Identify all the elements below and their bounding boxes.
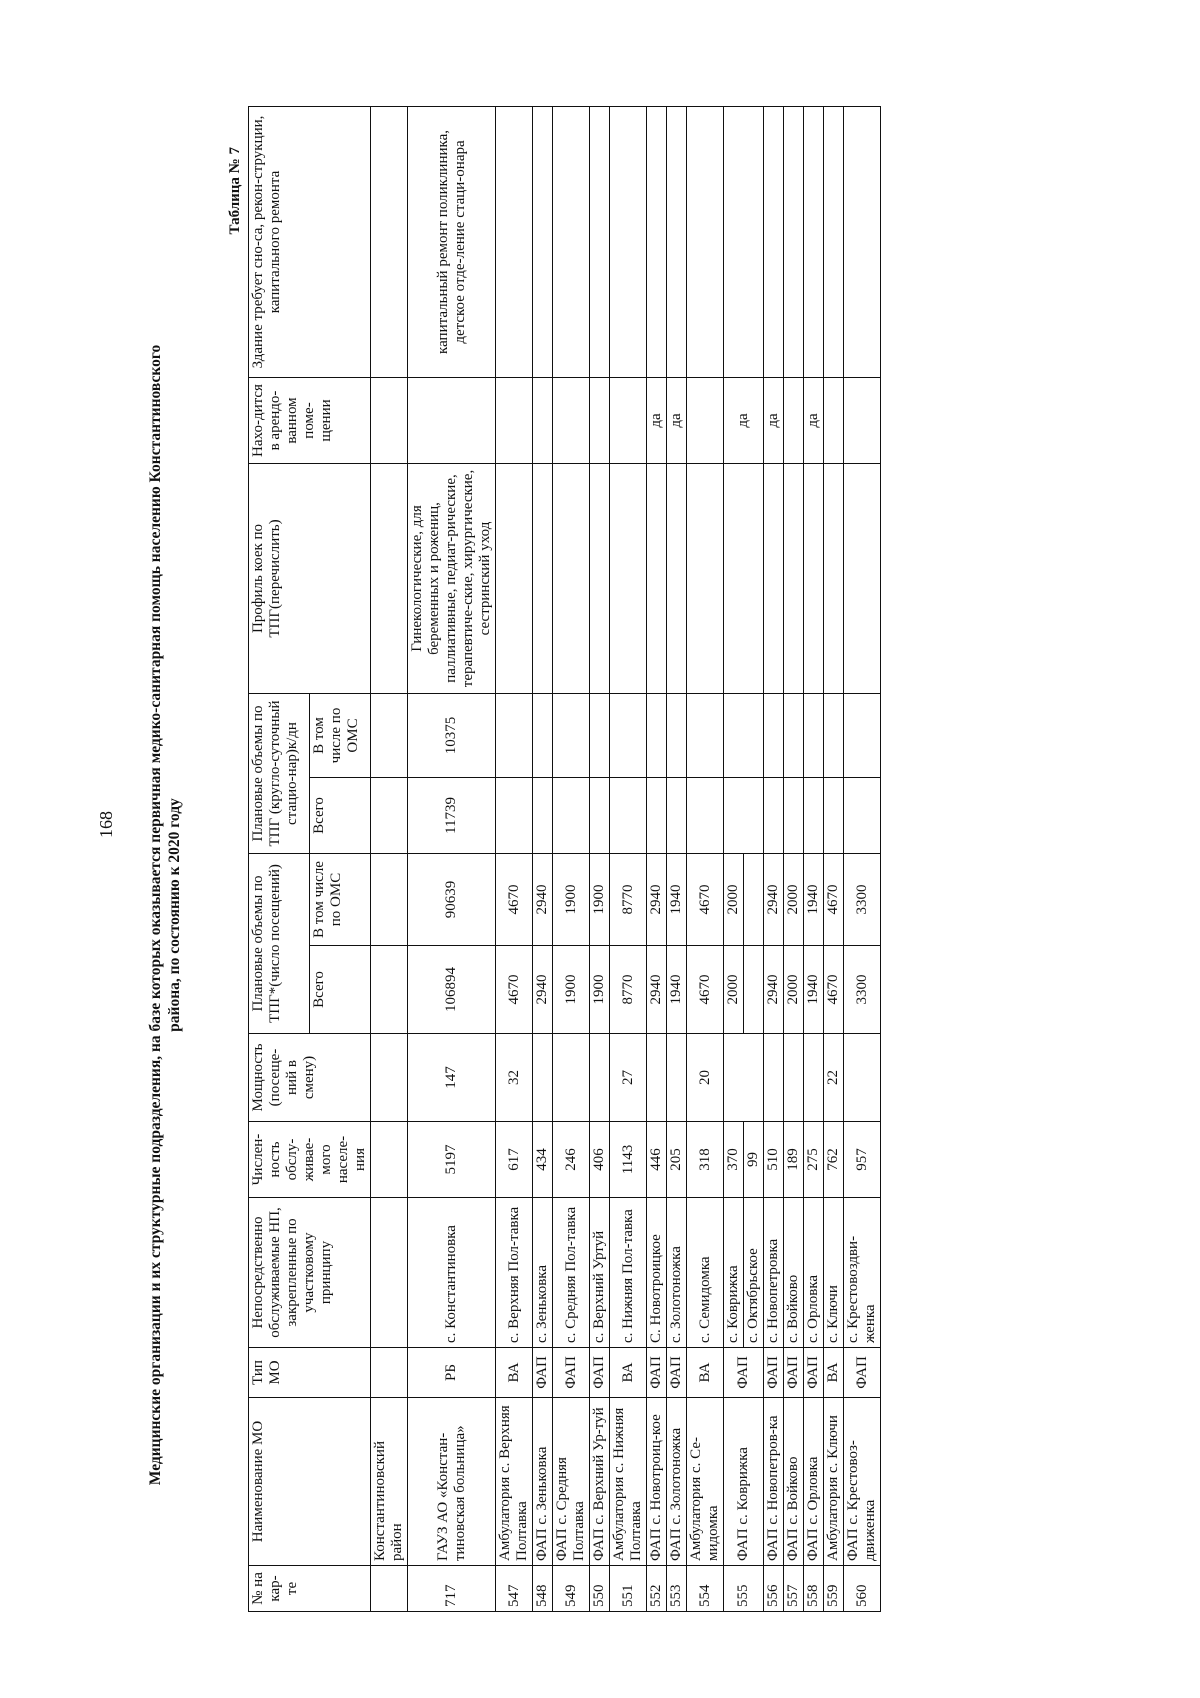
cell-v_oms: [744, 854, 764, 946]
cell-v_oms: 2940: [647, 854, 667, 946]
cell-name: ФАП с. Орловка: [804, 1398, 824, 1566]
cell-building: [824, 107, 844, 378]
cell-rented: [408, 378, 496, 464]
header-settlements: Непосредственно обслуживаемые НП, закрепленные по участковому принципу: [249, 1198, 371, 1348]
cell-building: [764, 107, 784, 378]
header-rented: Нахо-дится в арендо-ванном поме-щении: [249, 378, 371, 464]
cell-v_total: 1940: [804, 946, 824, 1034]
cell-building: [590, 107, 610, 378]
cell-rented: да: [764, 378, 784, 464]
cell-v_oms: 1940: [667, 854, 687, 946]
cell-population: 406: [590, 1122, 610, 1198]
cell-capacity: 27: [610, 1034, 647, 1122]
cell-name: Амбулатория с. Нижняя Полтавка: [610, 1398, 647, 1566]
cell-type: ФАП: [590, 1348, 610, 1398]
cell-type: ФАП: [804, 1348, 824, 1398]
cell-population: 318: [687, 1122, 724, 1198]
cell-h_oms: [610, 694, 647, 778]
document-title: [146, 240, 184, 1590]
cell-name: ФАП с. Средняя Полтавка: [553, 1398, 590, 1566]
cell-building: [610, 107, 647, 378]
cell-population: 275: [804, 1122, 824, 1198]
cell-h_total: 11739: [408, 778, 496, 854]
cell-v_total: 4670: [824, 946, 844, 1034]
cell-capacity: [647, 1034, 667, 1122]
cell-rented: да: [647, 378, 667, 464]
table-row: [784, 107, 804, 1612]
cell-num: 553: [667, 1566, 687, 1612]
cell-name: Амбулатория с. Верхняя Полтавка: [496, 1398, 533, 1566]
cell-v_total: [744, 946, 764, 1034]
table-row: [667, 107, 687, 1612]
cell-population: 957: [844, 1122, 881, 1198]
cell-num: 549: [553, 1566, 590, 1612]
cell-type: ФАП: [724, 1348, 764, 1398]
cell-settlements: с. Коврижка: [724, 1198, 744, 1348]
cell-name: ГАУЗ АО «Констан-тиновская больница»: [408, 1398, 496, 1566]
cell-building: [804, 107, 824, 378]
cell-settlements: С. Новотроицкое: [647, 1198, 667, 1348]
cell-v_total: 3300: [844, 946, 881, 1034]
cell-num: 548: [533, 1566, 553, 1612]
table-row: [647, 107, 667, 1612]
cell-profile: [804, 464, 824, 694]
district-row: [371, 107, 408, 1612]
cell-v_oms: 1940: [804, 854, 824, 946]
cell-rented: [590, 378, 610, 464]
cell-h_oms: [647, 694, 667, 778]
cell-num: 555: [724, 1566, 764, 1612]
cell-v_oms: 2000: [784, 854, 804, 946]
cell-h_oms: [533, 694, 553, 778]
cell-profile: [824, 464, 844, 694]
header-hosp-total: Всего: [310, 778, 371, 854]
cell-num: 559: [824, 1566, 844, 1612]
table-row: [687, 107, 724, 1612]
cell-h_total: [533, 778, 553, 854]
header-visits-oms: В том числе по ОМС: [310, 854, 371, 946]
header-hospital: Плановые объемы по ТПГ (кругло-суточный стацио-нар)к/дн: [249, 694, 310, 854]
cell-building: [687, 107, 724, 378]
cell-rented: да: [667, 378, 687, 464]
cell-name: ФАП с. Зеньковка: [533, 1398, 553, 1566]
cell-profile: Гинекологические, для беременных и рожениц, паллиативные, педиат-рические, терапевтиче-ские, хирургические, сестринский уход: [408, 464, 496, 694]
cell-v_total: 106894: [408, 946, 496, 1034]
cell-h_total: [496, 778, 533, 854]
cell-type: ВА: [496, 1348, 533, 1398]
cell-h_oms: [687, 694, 724, 778]
cell-settlements: с. Войково: [784, 1198, 804, 1348]
cell-profile: [844, 464, 881, 694]
cell-rented: [824, 378, 844, 464]
cell-type: ФАП: [667, 1348, 687, 1398]
cell-capacity: [784, 1034, 804, 1122]
cell-num: 557: [784, 1566, 804, 1612]
cell-capacity: [804, 1034, 824, 1122]
cell-v_oms: 8770: [610, 854, 647, 946]
table-row: [533, 107, 553, 1612]
table-number: Таблица № 7: [227, 147, 243, 235]
cell-name: Амбулатория с. Се-мидомка: [687, 1398, 724, 1566]
cell-rented: да: [804, 378, 824, 464]
cell-name: Амбулатория с. Ключи: [824, 1398, 844, 1566]
cell-h_oms: [824, 694, 844, 778]
cell-settlements: с. Орловка: [804, 1198, 824, 1348]
cell-v_oms: 4670: [496, 854, 533, 946]
cell-capacity: 20: [687, 1034, 724, 1122]
table-row: [496, 107, 533, 1612]
cell-h_total: [687, 778, 724, 854]
cell-h_oms: [804, 694, 824, 778]
district-name: Константиновский район: [371, 1398, 408, 1566]
cell-rented: [533, 378, 553, 464]
cell-building: [784, 107, 804, 378]
cell-v_oms: 4670: [687, 854, 724, 946]
cell-capacity: 32: [496, 1034, 533, 1122]
cell-settlements: с. Ключи: [824, 1198, 844, 1348]
cell-rented: да: [724, 378, 764, 464]
cell-h_total: [824, 778, 844, 854]
cell-settlements: с. Зеньковка: [533, 1198, 553, 1348]
cell-v_total: 1900: [553, 946, 590, 1034]
cell-v_total: 4670: [496, 946, 533, 1034]
header-population: Числен-ность обслу-живае-мого населе-ния: [249, 1122, 371, 1198]
cell-type: ФАП: [764, 1348, 784, 1398]
title-line-1: Медицинские организации и их структурные подразделения, на базе которых оказывается первичная медико-санитарная помощь населению Константиновского: [147, 344, 164, 1486]
cell-v_total: 2940: [533, 946, 553, 1034]
cell-v_total: 2000: [784, 946, 804, 1034]
table-row: [553, 107, 590, 1612]
cell-name: ФАП с. Новопетров-ка: [764, 1398, 784, 1566]
cell-rented: [553, 378, 590, 464]
cell-num: 717: [408, 1566, 496, 1612]
cell-capacity: 147: [408, 1034, 496, 1122]
cell-population: 205: [667, 1122, 687, 1198]
cell-building: [667, 107, 687, 378]
cell-profile: [764, 464, 784, 694]
cell-building: [647, 107, 667, 378]
cell-settlements: с. Нижняя Пол-тавка: [610, 1198, 647, 1348]
cell-h_total: [844, 778, 881, 854]
cell-profile: [784, 464, 804, 694]
cell-v_total: 2940: [647, 946, 667, 1034]
cell-h_oms: 10375: [408, 694, 496, 778]
cell-capacity: [844, 1034, 881, 1122]
table-body: [371, 107, 881, 1612]
table-row: [590, 107, 610, 1612]
cell-settlements: с. Крестовоздви-женка: [844, 1198, 881, 1348]
cell-h_total: [784, 778, 804, 854]
cell-name: ФАП с. Коврижка: [724, 1398, 764, 1566]
cell-type: ВА: [610, 1348, 647, 1398]
table-row: [610, 107, 647, 1612]
cell-h_total: [667, 778, 687, 854]
cell-profile: [667, 464, 687, 694]
cell-profile: [553, 464, 590, 694]
header-name: Наименование МО: [249, 1398, 371, 1566]
cell-capacity: [667, 1034, 687, 1122]
cell-v_total: 2000: [724, 946, 744, 1034]
page-number: 168: [96, 811, 116, 838]
cell-h_total: [647, 778, 667, 854]
cell-capacity: 22: [824, 1034, 844, 1122]
cell-settlements: с. Новопетровка: [764, 1198, 784, 1348]
cell-h_total: [804, 778, 824, 854]
header-num: № на кар-те: [249, 1566, 371, 1612]
cell-profile: [687, 464, 724, 694]
cell-population: 189: [784, 1122, 804, 1198]
cell-capacity: [553, 1034, 590, 1122]
header-hosp-oms: В том числе по ОМС: [310, 694, 371, 778]
cell-profile: [724, 464, 764, 694]
cell-population: 370: [724, 1122, 744, 1198]
cell-settlements: с. Верхний Уртуй: [590, 1198, 610, 1348]
header-building: Здание требует сно-са, рекон-струкции, капитального ремонта: [249, 107, 371, 378]
cell-building: [553, 107, 590, 378]
cell-profile: [647, 464, 667, 694]
medical-organizations-table: [248, 106, 881, 1612]
cell-num: 558: [804, 1566, 824, 1612]
cell-type: ФАП: [844, 1348, 881, 1398]
cell-rented: [610, 378, 647, 464]
cell-population: 446: [647, 1122, 667, 1198]
cell-v_total: 4670: [687, 946, 724, 1034]
cell-v_total: 8770: [610, 946, 647, 1034]
cell-name: ФАП с. Новотроиц-кое: [647, 1398, 667, 1566]
cell-building: [533, 107, 553, 378]
header-visits: Плановые объемы по ТПГ*(число посещений): [249, 854, 310, 1034]
cell-profile: [533, 464, 553, 694]
cell-capacity: [533, 1034, 553, 1122]
cell-settlements: с. Средняя Пол-тавка: [553, 1198, 590, 1348]
cell-profile: [610, 464, 647, 694]
cell-v_total: 2940: [764, 946, 784, 1034]
cell-num: 550: [590, 1566, 610, 1612]
table-row: [724, 107, 744, 1612]
cell-type: ВА: [687, 1348, 724, 1398]
cell-h_total: [724, 778, 764, 854]
cell-h_oms: [784, 694, 804, 778]
header-capacity: Мощность (посеще-ний в смену): [249, 1034, 371, 1122]
cell-settlements: с. Золотоножка: [667, 1198, 687, 1348]
header-visits-total: Всего: [310, 946, 371, 1034]
cell-building: [724, 107, 764, 378]
table-row: [408, 107, 496, 1612]
cell-profile: [496, 464, 533, 694]
cell-rented: [687, 378, 724, 464]
table-row: [804, 107, 824, 1612]
cell-num: 560: [844, 1566, 881, 1612]
cell-name: ФАП с. Крестовоз-движенка: [844, 1398, 881, 1566]
cell-name: ФАП с. Верхний Ур-туй: [590, 1398, 610, 1566]
cell-rented: [496, 378, 533, 464]
cell-num: 551: [610, 1566, 647, 1612]
cell-v_oms: 1900: [553, 854, 590, 946]
cell-name: ФАП с. Войково: [784, 1398, 804, 1566]
cell-settlements: с. Константиновка: [408, 1198, 496, 1348]
cell-settlements: с. Семидомка: [687, 1198, 724, 1348]
cell-rented: [784, 378, 804, 464]
cell-num: 552: [647, 1566, 667, 1612]
cell-population: 510: [764, 1122, 784, 1198]
cell-type: ФАП: [784, 1348, 804, 1398]
header-profile: Профиль коек по ТПГ(перечислить): [249, 464, 371, 694]
table-row: [824, 107, 844, 1612]
cell-capacity: [590, 1034, 610, 1122]
title-line-2: района, по состоянию к 2020 году: [166, 798, 183, 1032]
cell-v_oms: 2940: [764, 854, 784, 946]
cell-type: ФАП: [553, 1348, 590, 1398]
cell-population: 1143: [610, 1122, 647, 1198]
cell-population: 762: [824, 1122, 844, 1198]
cell-h_oms: [590, 694, 610, 778]
cell-num: 547: [496, 1566, 533, 1612]
cell-name: ФАП с. Золотоножка: [667, 1398, 687, 1566]
cell-v_total: 1900: [590, 946, 610, 1034]
cell-type: ФАП: [533, 1348, 553, 1398]
cell-h_total: [764, 778, 784, 854]
cell-population: 434: [533, 1122, 553, 1198]
cell-v_oms: 3300: [844, 854, 881, 946]
cell-num: 554: [687, 1566, 724, 1612]
cell-h_oms: [553, 694, 590, 778]
cell-building: [496, 107, 533, 378]
rotated-table-page: [222, 107, 1102, 1612]
table-row: [844, 107, 881, 1612]
cell-v_oms: 90639: [408, 854, 496, 946]
cell-v_oms: 4670: [824, 854, 844, 946]
cell-settlements: с. Октябрьское: [744, 1198, 764, 1348]
cell-type: ВА: [824, 1348, 844, 1398]
cell-population: 617: [496, 1122, 533, 1198]
cell-h_oms: [844, 694, 881, 778]
cell-capacity: [724, 1034, 764, 1122]
cell-type: РБ: [408, 1348, 496, 1398]
cell-h_oms: [764, 694, 784, 778]
cell-rented: [844, 378, 881, 464]
cell-v_oms: 1900: [590, 854, 610, 946]
cell-h_oms: [667, 694, 687, 778]
cell-type: ФАП: [647, 1348, 667, 1398]
cell-h_total: [610, 778, 647, 854]
cell-building: капитальный ремонт поликлиника, детское отде-ление стаци-онара: [408, 107, 496, 378]
cell-capacity: [764, 1034, 784, 1122]
cell-h_oms: [724, 694, 764, 778]
cell-population: 99: [744, 1122, 764, 1198]
cell-population: 246: [553, 1122, 590, 1198]
cell-population: 5197: [408, 1122, 496, 1198]
cell-profile: [590, 464, 610, 694]
cell-num: 556: [764, 1566, 784, 1612]
cell-h_total: [590, 778, 610, 854]
cell-settlements: с. Верхняя Пол-тавка: [496, 1198, 533, 1348]
cell-h_total: [553, 778, 590, 854]
cell-v_total: 1940: [667, 946, 687, 1034]
cell-v_oms: 2940: [533, 854, 553, 946]
header-type: Тип МО: [249, 1348, 371, 1398]
table-row: [764, 107, 784, 1612]
cell-v_oms: 2000: [724, 854, 744, 946]
cell-h_oms: [496, 694, 533, 778]
cell-building: [844, 107, 881, 378]
